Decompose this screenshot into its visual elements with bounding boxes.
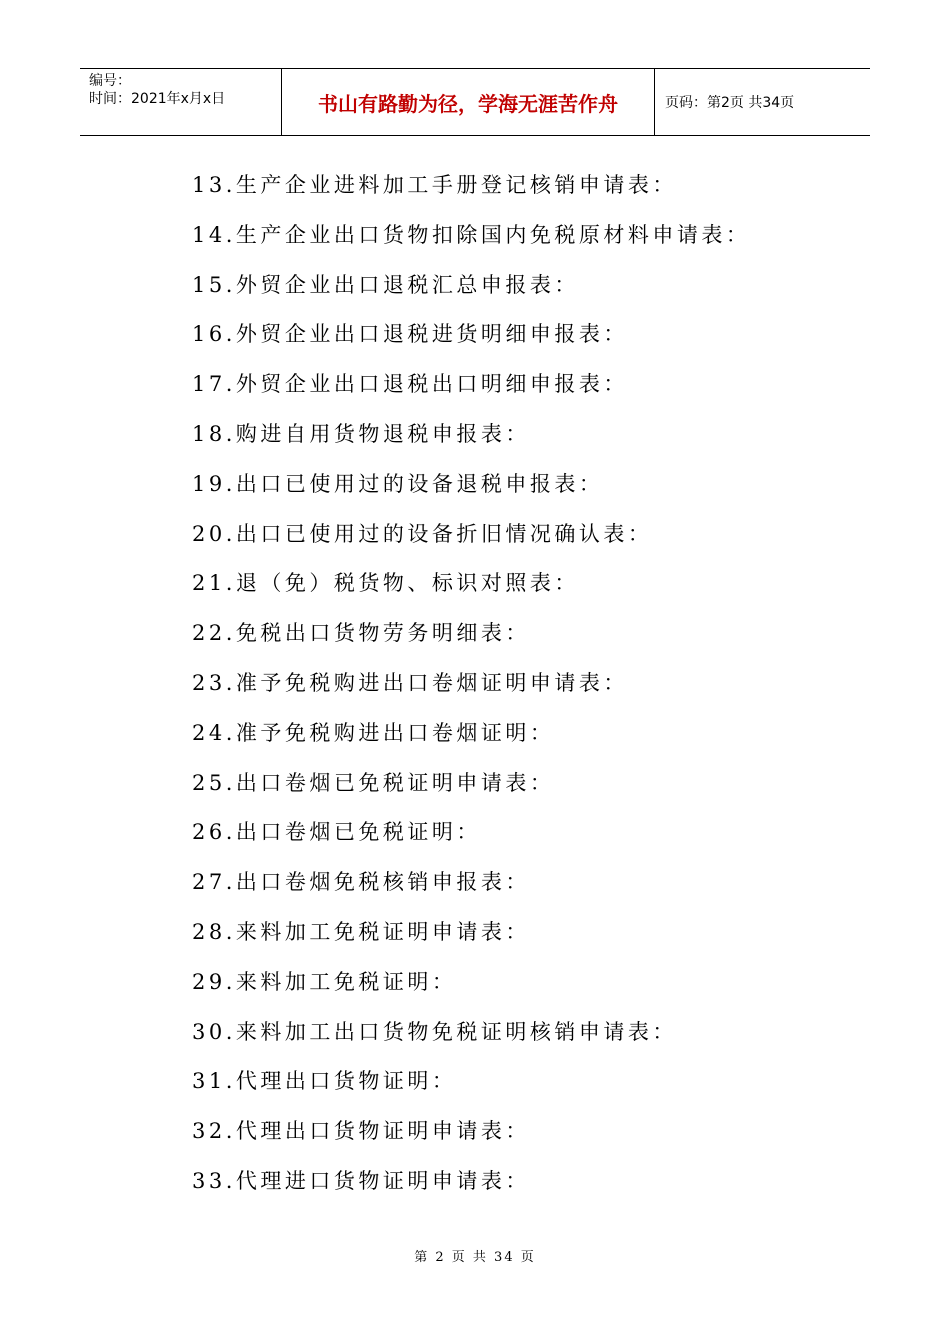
list-item: 16.外贸企业出口退税进货明细申报表： xyxy=(192,322,628,347)
list-item: 30.来料加工出口货物免税证明核销申请表： xyxy=(192,1019,677,1044)
list-item: 26.出口卷烟已免税证明： xyxy=(192,820,481,845)
header-page-info: 页码：第2页 共34页 xyxy=(665,95,795,111)
list-item: 33.代理进口货物证明申请表： xyxy=(192,1168,530,1193)
list-item: 28.来料加工免税证明申请表： xyxy=(192,919,530,944)
list-item: 25.出口卷烟已免税证明申请表： xyxy=(192,770,555,795)
page-header xyxy=(80,68,870,136)
form-list xyxy=(192,163,750,1209)
list-item: 31.代理出口货物证明： xyxy=(192,1069,457,1094)
document-time-label: 时间：2021年x月x日 xyxy=(89,91,226,107)
list-item: 29.来料加工免税证明： xyxy=(192,969,457,994)
list-item: 13.生产企业进料加工手册登记核销申请表： xyxy=(192,173,677,197)
list-item: 21.退（免）税货物、标识对照表： xyxy=(192,571,579,596)
list-item: 14.生产企业出口货物扣除国内免税原材料申请表： xyxy=(192,222,751,247)
page-footer: 第 2 页 共 34 页 xyxy=(414,1250,536,1265)
list-item: 27.出口卷烟免税核销申报表： xyxy=(192,870,530,895)
list-item: 17.外贸企业出口退税出口明细申报表： xyxy=(192,372,628,397)
document-number-label: 编号： xyxy=(89,73,131,89)
list-item: 20.出口已使用过的设备折旧情况确认表： xyxy=(192,521,653,546)
list-item: 32.代理出口货物证明申请表： xyxy=(192,1119,530,1144)
list-item: 23.准予免税购进出口卷烟证明申请表： xyxy=(192,670,628,695)
list-item: 22.免税出口货物劳务明细表： xyxy=(192,621,530,646)
list-item: 18.购进自用货物退税申报表： xyxy=(192,421,530,446)
list-item: 15.外贸企业出口退税汇总申报表： xyxy=(192,272,579,297)
list-item: 19.出口已使用过的设备退税申报表： xyxy=(192,471,604,496)
header-meta xyxy=(80,69,281,135)
list-item: 24.准予免税购进出口卷烟证明： xyxy=(192,720,555,745)
header-motto: 书山有路勤为径，学海无涯苦作舟 xyxy=(281,69,655,135)
